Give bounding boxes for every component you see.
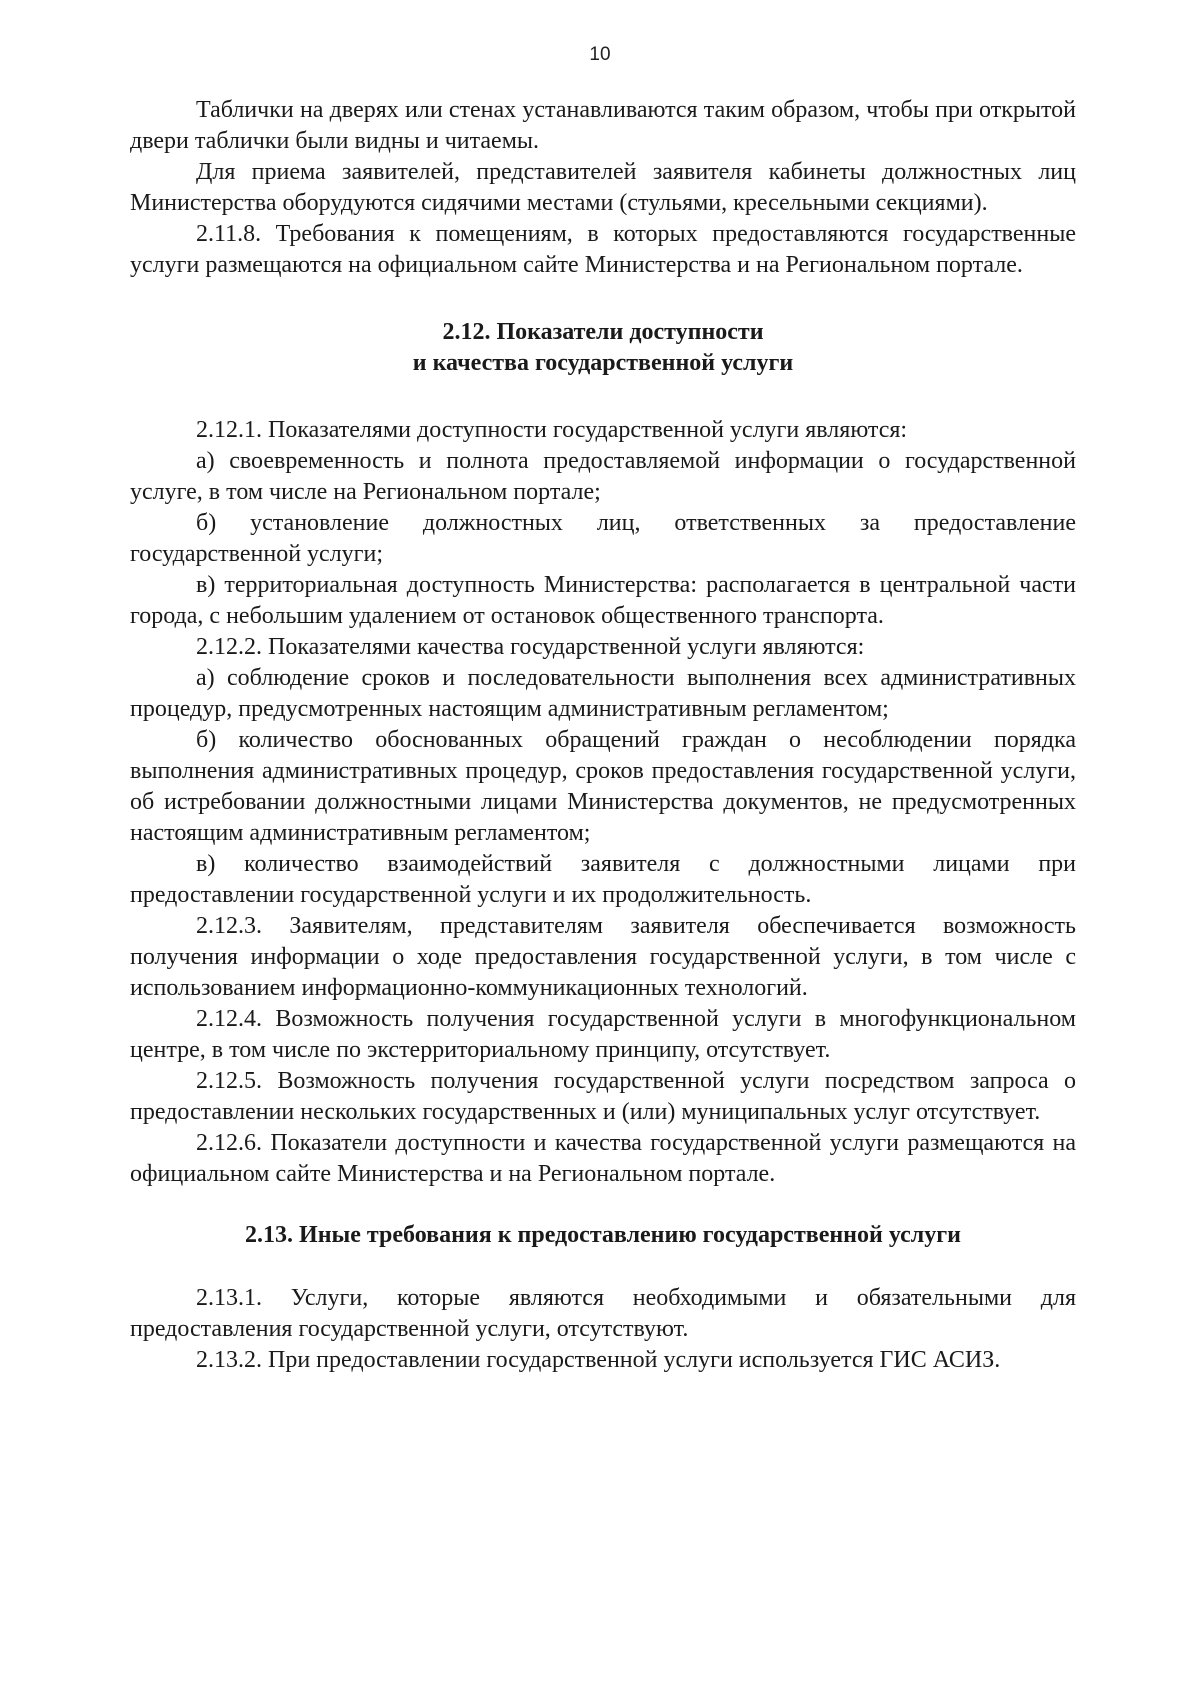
- paragraph: 2.12.3. Заявителям, представителям заявителя обеспечивается возможность получения информации о ходе предоставления государственной услуги, в том числе с использованием информационно-коммуникационных технологий.: [130, 913, 1076, 1001]
- section-heading-line: и качества государственной услуги: [412, 350, 794, 376]
- paragraph: а) своевременность и полнота предоставляемой информации о государственной услуге, в том числе на Региональном портале;: [130, 448, 1076, 505]
- paragraph: 2.12.2. Показателями качества государственной услуги являются:: [196, 634, 865, 660]
- paragraph: 2.12.5. Возможность получения государственной услуги посредством запроса о предоставлении нескольких государственных и (или) муниципальных услуг отсутствует.: [130, 1068, 1076, 1125]
- section-2-13-body: [130, 1283, 1076, 1376]
- paragraph: б) установление должностных лиц, ответственных за предоставление государственной услуги;: [130, 510, 1076, 567]
- paragraph: а) соблюдение сроков и последовательности выполнения всех административных процедур, предусмотренных настоящим административным регламентом;: [130, 665, 1076, 722]
- paragraph: 2.12.6. Показатели доступности и качества государственной услуги размещаются на официальном сайте Министерства и на Региональном портале.: [130, 1130, 1076, 1187]
- paragraph: Таблички на дверях или стенах устанавливаются таким образом, чтобы при открытой двери таблички были видны и читаемы.: [130, 97, 1076, 154]
- section-heading-2-12: [130, 317, 1076, 379]
- paragraph: 2.13.2. При предоставлении государственной услуги используется ГИС АСИЗ.: [196, 1347, 1001, 1373]
- paragraph: 2.12.4. Возможность получения государственной услуги в многофункциональном центре, в том числе по экстерриториальному принципу, отсутствует.: [130, 1006, 1076, 1063]
- document-body: [130, 95, 1076, 1376]
- section-2-12-body: [130, 415, 1076, 1190]
- paragraph: 2.12.1. Показателями доступности государственной услуги являются:: [196, 417, 908, 443]
- page-number: 10: [589, 44, 611, 65]
- paragraph: 2.13.1. Услуги, которые являются необходимыми и обязательными для предоставления государственной услуги, отсутствуют.: [130, 1285, 1076, 1342]
- paragraph: б) количество обоснованных обращений граждан о несоблюдении порядка выполнения административных процедур, сроков предоставления государственной услуги, об истребовании должностными лицами Министерства документов, не предусмотренных настоящим административным регламентом;: [130, 727, 1076, 846]
- paragraph: 2.11.8. Требования к помещениям, в которых предоставляются государственные услуги размещаются на официальном сайте Министерства и на Региональном портале.: [130, 221, 1076, 278]
- section-heading-2-13: 2.13. Иные требования к предоставлению государственной услуги: [245, 1222, 961, 1248]
- paragraph: Для приема заявителей, представителей заявителя кабинеты должностных лиц Министерства оборудуются сидячими местами (стульями, кресельными секциями).: [130, 159, 1076, 216]
- paragraph: в) территориальная доступность Министерства: располагается в центральной части города, с небольшим удалением от остановок общественного транспорта.: [130, 572, 1076, 629]
- paragraph: в) количество взаимодействий заявителя с должностными лицами при предоставлении государственной услуги и их продолжительность.: [130, 851, 1076, 908]
- section-heading-line: 2.12. Показатели доступности: [442, 319, 764, 345]
